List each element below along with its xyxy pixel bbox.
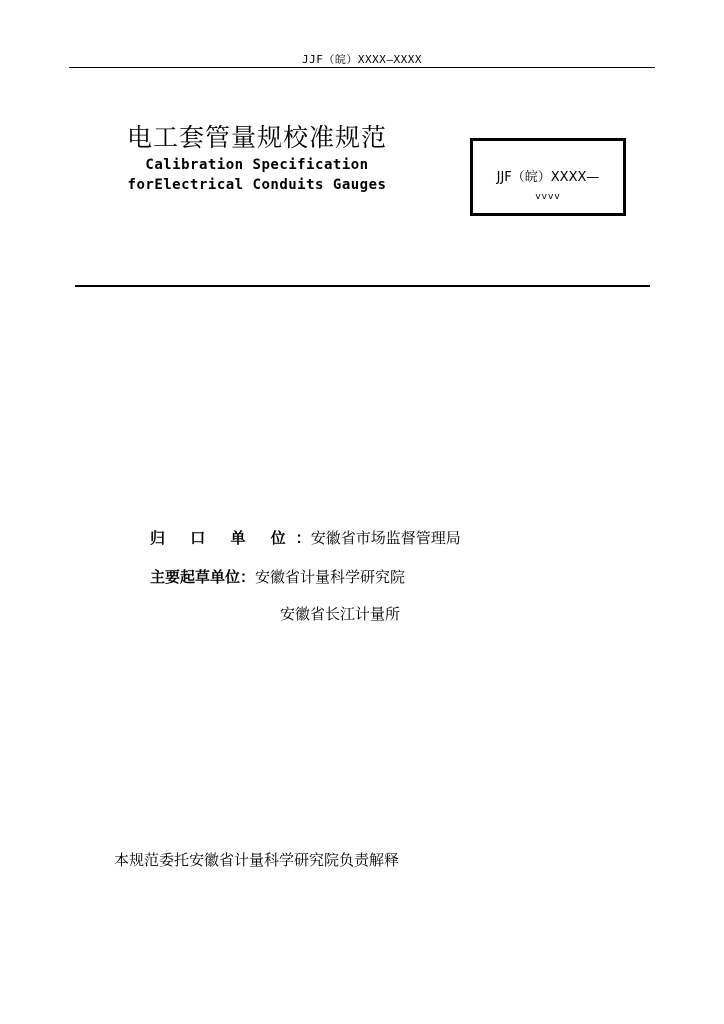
document-title-english-line-1: Calibration Specification xyxy=(145,157,369,173)
drafter-colon: ： xyxy=(240,568,256,586)
authority-value: 安徽省市场监督管理局 xyxy=(310,529,461,547)
title-divider xyxy=(75,285,650,287)
title-block xyxy=(92,121,422,195)
standard-number-box xyxy=(470,138,626,216)
drafter-row xyxy=(150,567,405,587)
authority-colon: ： xyxy=(295,529,311,547)
document-title-english-line-2: forElectrical Conduits Gauges xyxy=(127,177,387,193)
header-divider xyxy=(69,67,655,68)
drafter-label: 主要起草单位 xyxy=(150,568,241,586)
interpretation-note: 本规范委托安徽省计量科学研究院负责解释 xyxy=(114,851,400,869)
document-title-chinese: 电工套管量规校准规范 xyxy=(126,123,387,152)
drafter-value-secondary: 安徽省长江计量所 xyxy=(280,605,401,623)
standard-number: JJF（皖）XXXX— xyxy=(496,170,600,185)
authority-label: 归 口 单 位 xyxy=(150,529,296,547)
standard-year: vvvv xyxy=(535,192,561,202)
drafter-value-primary: 安徽省计量科学研究院 xyxy=(255,568,406,586)
header-standard-code: JJF（皖）XXXX—XXXX xyxy=(302,53,422,66)
authority-row xyxy=(150,528,461,548)
